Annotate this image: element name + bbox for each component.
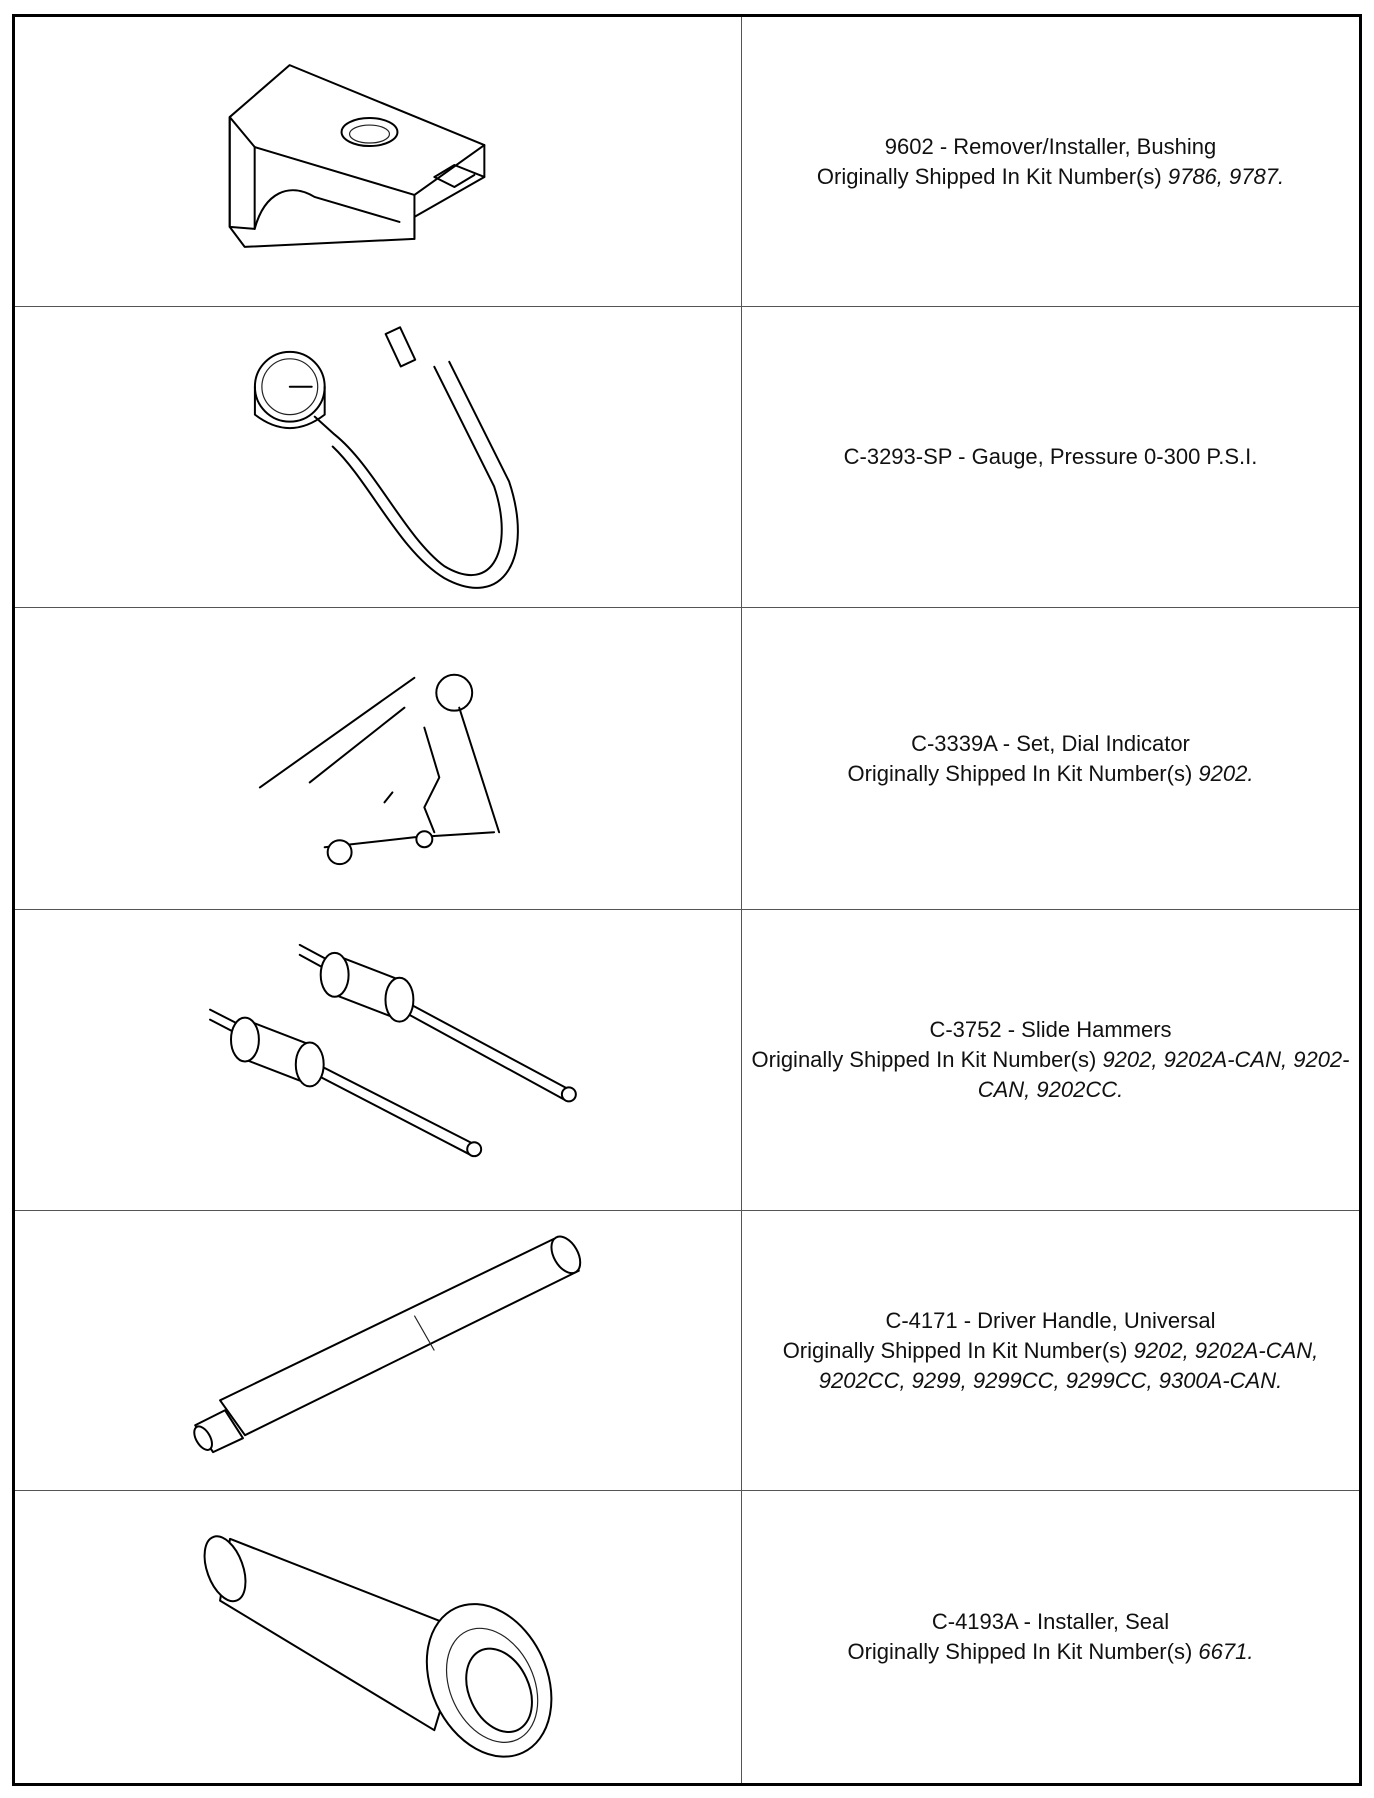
kits-suffix: . [1247, 1639, 1254, 1664]
tool-description [742, 1491, 1359, 1783]
tool-kits-line [751, 1336, 1351, 1396]
table-row [15, 607, 1359, 909]
kit-numbers: 6671 [1198, 1639, 1248, 1664]
kit-numbers: 9202, 9202A-CAN, 9202CC, 9299, 9299CC, 9299CC, 9300A-CAN [818, 1337, 1319, 1393]
kits-prefix: Originally Shipped In Kit Number(s) [816, 163, 1162, 189]
tool-title: C-3752 - Slide Hammers [929, 1017, 1172, 1042]
tool-title: C-3339A - Set, Dial Indicator [911, 730, 1190, 756]
tool-title: C-4193A - Installer, Seal [931, 1609, 1170, 1634]
tool-title: C-3293-SP - Gauge, Pressure 0-300 P.S.I. [843, 444, 1258, 469]
table-row [15, 909, 1359, 1210]
seal-installer-illustration [15, 1491, 742, 1783]
kits-suffix: . [1247, 760, 1254, 786]
bushing-remover-illustration [15, 17, 742, 306]
kits-suffix: . [1276, 1367, 1283, 1393]
tool-description [742, 910, 1359, 1210]
kits-prefix: Originally Shipped In Kit Number(s) [847, 1639, 1193, 1664]
pressure-gauge-illustration [15, 307, 742, 607]
table-row [15, 1490, 1359, 1783]
table-row [15, 17, 1359, 306]
kit-numbers: 9786, 9787 [1167, 163, 1278, 189]
driver-handle-illustration [15, 1211, 742, 1490]
kits-suffix: . [1277, 163, 1285, 189]
tool-title: 9602 - Remover/Installer, Bushing [884, 133, 1217, 159]
tool-kits-line [847, 759, 1253, 789]
kit-numbers: 9202, 9202A-CAN, 9202-CAN, 9202CC [977, 1047, 1350, 1102]
kit-numbers: 9202 [1198, 760, 1248, 786]
tool-kits-line [751, 1045, 1351, 1105]
kits-suffix: . [1117, 1077, 1124, 1102]
kits-prefix: Originally Shipped In Kit Number(s) [847, 760, 1193, 786]
table-row [15, 1210, 1359, 1490]
tool-description [742, 307, 1359, 607]
tool-description [742, 17, 1359, 306]
table-row [15, 306, 1359, 607]
kits-prefix: Originally Shipped In Kit Number(s) [751, 1047, 1097, 1072]
tool-description [742, 1211, 1359, 1490]
tool-table [12, 14, 1362, 1786]
tool-kits-line [817, 162, 1284, 192]
dial-indicator-set-illustration [15, 608, 742, 909]
slide-hammers-illustration [15, 910, 742, 1210]
tool-title: C-4171 - Driver Handle, Universal [885, 1307, 1216, 1333]
tool-kits-line [847, 1637, 1253, 1667]
kits-prefix: Originally Shipped In Kit Number(s) [782, 1337, 1128, 1363]
tool-description [742, 608, 1359, 909]
